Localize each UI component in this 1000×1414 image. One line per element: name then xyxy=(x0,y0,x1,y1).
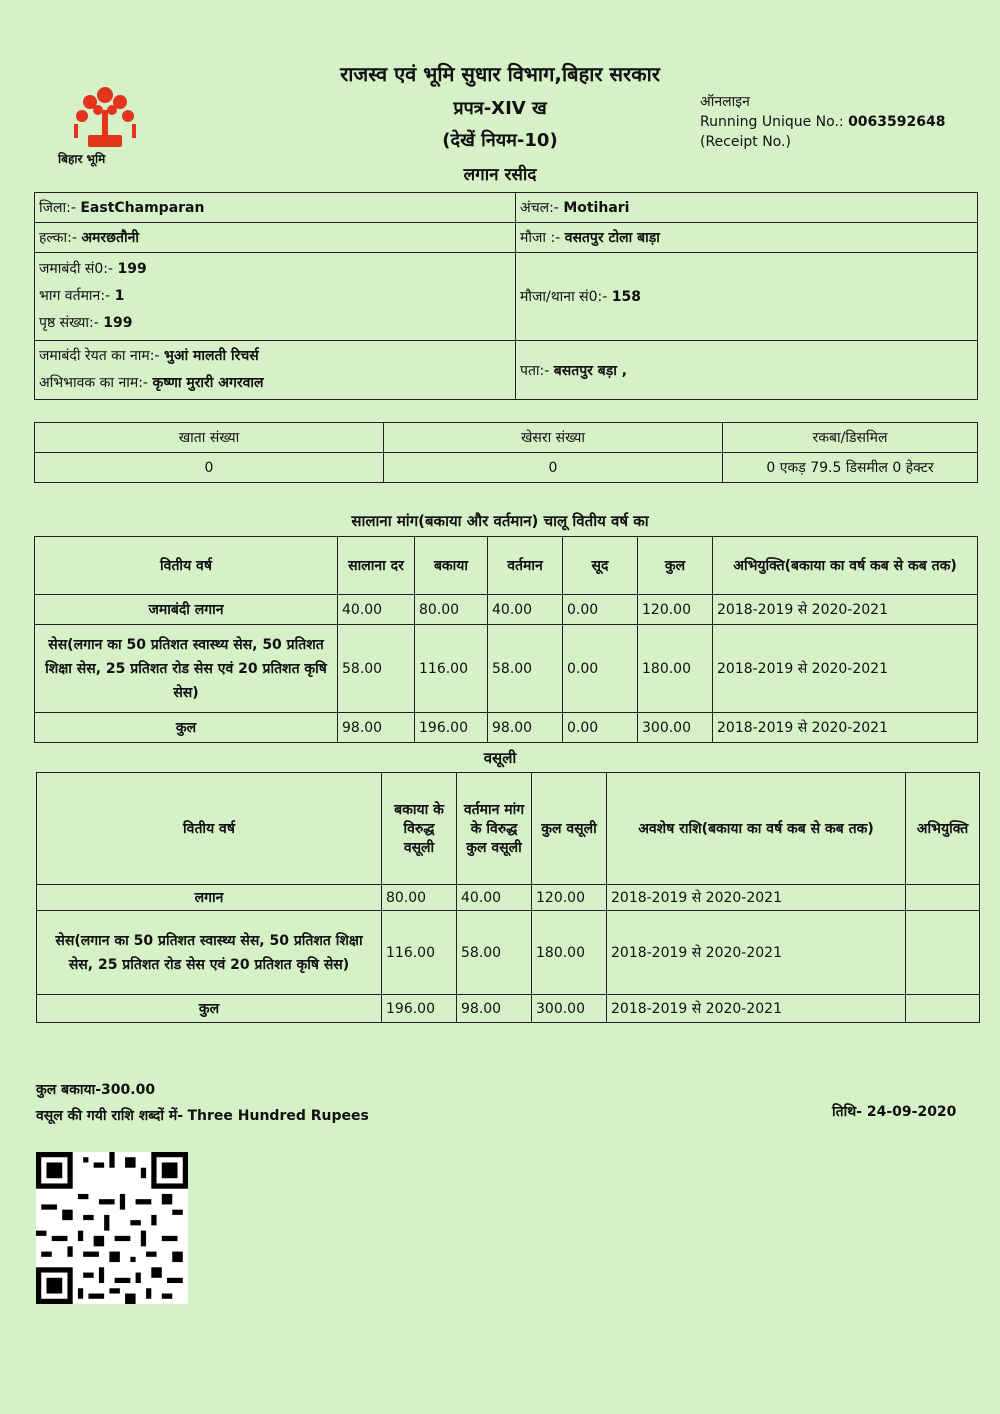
land-value-rakba: 0 एकड़ 79.5 डिसमील 0 हेक्टर xyxy=(723,453,978,483)
collection-cell xyxy=(906,911,980,995)
demand-row xyxy=(35,713,978,743)
raiyat-label: जमाबंदी रेयत का नाम:- xyxy=(39,348,160,364)
demand-header-rate: सालाना दर xyxy=(338,537,415,595)
demand-cell: 116.00 xyxy=(415,625,488,713)
district-value: EastChamparan xyxy=(80,200,205,216)
rule-ref: (देखें नियम-10) xyxy=(442,130,558,151)
collection-cell: 2018-2019 से 2020-2021 xyxy=(607,911,906,995)
collection-cell: 80.00 xyxy=(382,885,457,911)
collection-cell: 98.00 xyxy=(457,995,532,1023)
running-no-value: 0063592648 xyxy=(848,114,946,130)
receipt-title: लगान रसीद xyxy=(463,165,537,185)
collection-cell: 196.00 xyxy=(382,995,457,1023)
amount-words-value: Three Hundred Rupees xyxy=(187,1108,369,1124)
land-value-khesra: 0 xyxy=(384,453,723,483)
info-table xyxy=(34,192,978,400)
running-no-label: Running Unique No.: xyxy=(700,114,844,130)
demand-cell: 0.00 xyxy=(563,595,638,625)
circle-label: अंचल:- xyxy=(520,200,559,216)
demand-header-arrear: बकाया xyxy=(415,537,488,595)
address-label: पता:- xyxy=(520,362,550,379)
collection-cell: लगान xyxy=(37,885,382,911)
collection-cell: कुल xyxy=(37,995,382,1023)
collection-cell: 40.00 xyxy=(457,885,532,911)
qr-code xyxy=(36,1152,188,1304)
department-title: राजस्व एवं भूमि सुधार विभाग,बिहार सरकार xyxy=(340,62,660,86)
collection-cell: 2018-2019 से 2020-2021 xyxy=(607,885,906,911)
district-label: जिला:- xyxy=(39,200,76,216)
receipt-date: तिथि- 24-09-2020 xyxy=(832,1104,957,1120)
demand-cell: 0.00 xyxy=(563,713,638,743)
demand-cell: 98.00 xyxy=(488,713,563,743)
receipt-no-label: (Receipt No.) xyxy=(700,134,791,150)
demand-cell: 2018-2019 से 2020-2021 xyxy=(713,595,978,625)
collection-header-current: वर्तमान मांग के विरुद्ध कुल वसूली xyxy=(457,773,532,885)
demand-cell: 300.00 xyxy=(638,713,713,743)
demand-header-current: वर्तमान xyxy=(488,537,563,595)
demand-table xyxy=(34,536,978,743)
demand-cell: 120.00 xyxy=(638,595,713,625)
demand-cell: 2018-2019 से 2020-2021 xyxy=(713,625,978,713)
demand-cell: 196.00 xyxy=(415,713,488,743)
page-label: पृष्ठ संख्या:- xyxy=(39,315,99,331)
form-title: प्रपत्र-XIV ख xyxy=(453,98,547,119)
collection-cell: 116.00 xyxy=(382,911,457,995)
demand-title: सालाना मांग(बकाया और वर्तमान) चालू वितीय वर्ष का xyxy=(351,512,649,530)
page-value: 199 xyxy=(103,315,133,331)
collection-header-year: वितीय वर्ष xyxy=(37,773,382,885)
halka-label: हल्का:- xyxy=(39,230,77,246)
collection-header-remarks: अभियुक्ति xyxy=(906,773,980,885)
collection-header-total: कुल वसूली xyxy=(532,773,607,885)
bhag-value: 1 xyxy=(114,288,125,304)
total-due: कुल बकाया-300.00 xyxy=(36,1082,156,1098)
demand-header-total: कुल xyxy=(638,537,713,595)
land-header-khesra: खेसरा संख्या xyxy=(384,423,723,453)
amount-words-label: वसूल की गयी राशि शब्दों में- xyxy=(36,1108,184,1124)
collection-cell xyxy=(906,885,980,911)
online-label: ऑनलाइन xyxy=(700,94,750,110)
logo-caption: बिहार भूमि xyxy=(58,152,106,166)
collection-cell: 300.00 xyxy=(532,995,607,1023)
collection-cell: 180.00 xyxy=(532,911,607,995)
collection-row xyxy=(37,911,980,995)
thana-label: मौजा/थाना सं0:- xyxy=(520,289,608,305)
land-table xyxy=(34,422,978,483)
collection-cell: 2018-2019 से 2020-2021 xyxy=(607,995,906,1023)
guardian-label: अभिभावक का नाम:- xyxy=(39,375,148,391)
collection-table xyxy=(36,772,980,1023)
jamabandi-label: जमाबंदी सं0:- xyxy=(39,261,114,277)
demand-header-interest: सूद xyxy=(563,537,638,595)
bhag-label: भाग वर्तमान:- xyxy=(39,288,111,304)
land-header-rakba: रकबा/डिसमिल xyxy=(723,423,978,453)
demand-cell: 0.00 xyxy=(563,625,638,713)
demand-cell: 58.00 xyxy=(338,625,415,713)
guardian-value: कृष्णा मुरारी अगरवाल xyxy=(152,375,264,391)
mauja-label: मौजा :- xyxy=(520,230,561,246)
land-header-khata: खाता संख्या xyxy=(35,423,384,453)
collection-cell: 120.00 xyxy=(532,885,607,911)
collection-header-arrear: बकाया के विरुद्ध वसूली xyxy=(382,773,457,885)
circle-value: Motihari xyxy=(563,200,630,216)
collection-cell: 58.00 xyxy=(457,911,532,995)
qr-code-icon xyxy=(36,1152,188,1304)
demand-cell: 98.00 xyxy=(338,713,415,743)
running-no-line xyxy=(700,114,945,130)
halka-value: अमरछतौनी xyxy=(81,230,139,246)
amount-words-line xyxy=(36,1106,369,1125)
demand-row xyxy=(35,595,978,625)
demand-cell: कुल xyxy=(35,713,338,743)
collection-row xyxy=(37,995,980,1023)
demand-cell: जमाबंदी लगान xyxy=(35,595,338,625)
address-value: बसतपुर बड़ा , xyxy=(553,362,628,379)
demand-header-year: वितीय वर्ष xyxy=(35,537,338,595)
demand-cell: 80.00 xyxy=(415,595,488,625)
collection-header-balance: अवशेष राशि(बकाया का वर्ष कब से कब तक) xyxy=(607,773,906,885)
collection-cell xyxy=(906,995,980,1023)
land-value-khata: 0 xyxy=(35,453,384,483)
demand-row xyxy=(35,625,978,713)
demand-cell: 2018-2019 से 2020-2021 xyxy=(713,713,978,743)
demand-cell: सेस(लगान का 50 प्रतिशत स्वास्थ्य सेस, 50 प्रतिशत शिक्षा सेस, 25 प्रतिशत रोड सेस एवं 20 प्रतिशत कृषि सेस) xyxy=(35,625,338,713)
collection-title: वसूली xyxy=(483,749,517,767)
demand-cell: 58.00 xyxy=(488,625,563,713)
thana-value: 158 xyxy=(611,289,641,305)
collection-row xyxy=(37,885,980,911)
raiyat-value: भुआं मालती रिचर्स xyxy=(163,348,259,364)
jamabandi-value: 199 xyxy=(117,261,147,277)
collection-cell: सेस(लगान का 50 प्रतिशत स्वास्थ्य सेस, 50 प्रतिशत शिक्षा सेस, 25 प्रतिशत रोड सेस एवं 20 प्रतिशत कृषि सेस) xyxy=(37,911,382,995)
demand-cell: 180.00 xyxy=(638,625,713,713)
demand-header-remarks: अभियुक्ति(बकाया का वर्ष कब से कब तक) xyxy=(713,537,978,595)
demand-cell: 40.00 xyxy=(488,595,563,625)
mauja-value: वसतपुर टोला बाड़ा xyxy=(564,230,660,246)
demand-cell: 40.00 xyxy=(338,595,415,625)
